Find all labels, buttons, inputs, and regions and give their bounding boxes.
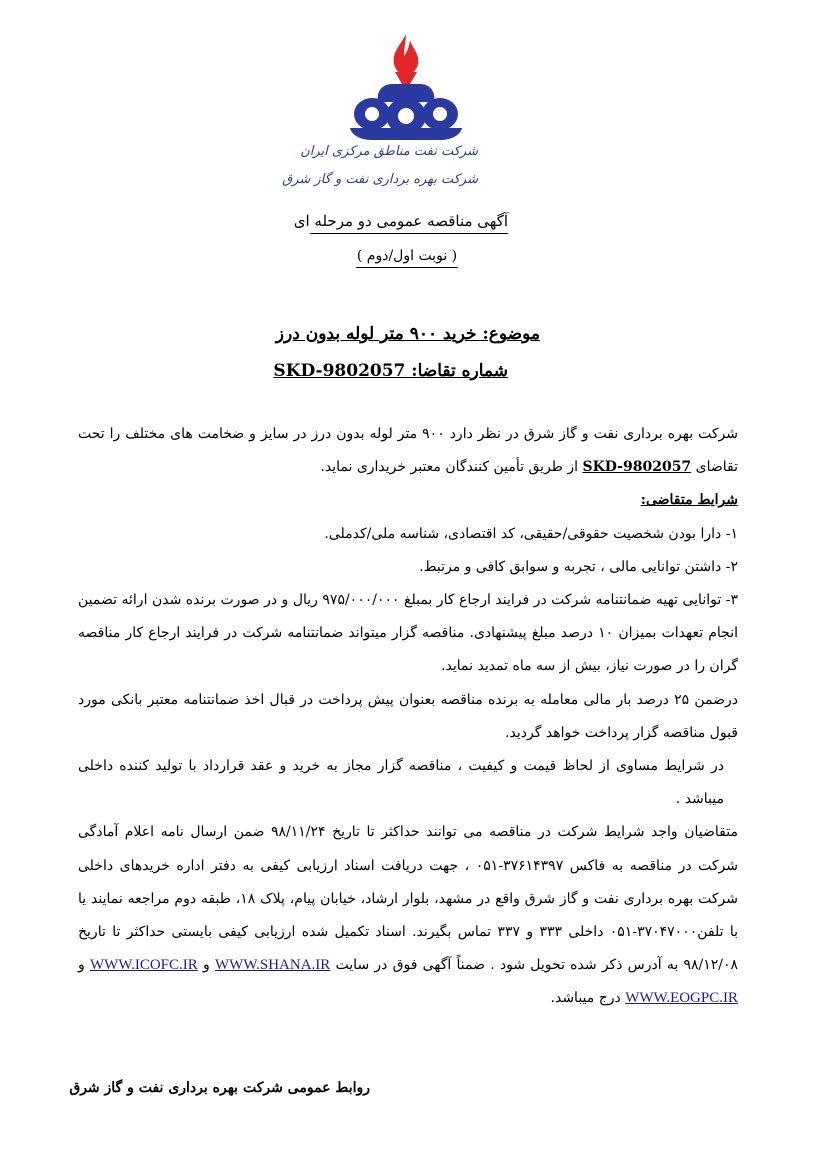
condition-item-2: ۲- داشتن توانایی مالی ، تجربه و سوابق کافی و مرتبط. xyxy=(419,558,738,575)
nioc-logo xyxy=(342,32,470,144)
request-reference: SKD-9802057 xyxy=(582,459,692,476)
shana-link[interactable]: WWW.SHANA.IR xyxy=(215,957,331,974)
request-number: شماره تقاضا: SKD-9802057 xyxy=(273,361,508,381)
public-relations-signature: روابط عمومی شرکت بهره برداری نفت و گاز شرق xyxy=(69,1080,370,1096)
notice-round: ( نوبت اول/دوم ) xyxy=(356,248,458,268)
icofc-link[interactable]: WWW.ICOFC.IR xyxy=(90,957,198,974)
notice-title: آگهی مناقصه عمومی دو مرحله ای xyxy=(310,212,508,234)
conditions-heading: شرایط متقاضی: xyxy=(640,492,738,509)
flame-icon xyxy=(394,34,419,76)
equal-terms-paragraph: در شرایط مساوی از لحاظ قیمت و کیفیت ، مناقصه گزار مجاز به خرید و عقد قرارداد با تولید کننده داخلی میباشد . xyxy=(78,758,724,808)
prepayment-paragraph: درضمن ۲۵ درصد بار مالی معامله به برنده مناقصه بعنوان پیش پرداخت در قبال اخذ ضمانتنامه معتبر بانکی مورد قبول مناقصه گزار پرداخت خواهد گردید. xyxy=(78,691,738,741)
company-name-central-iran: شرکت نفت مناطق مرکزی ایران xyxy=(300,144,478,159)
company-name-east-oil-gas: شرکت بهره برداری نفت و گاز شرق xyxy=(282,172,478,187)
condition-item-3: ۳- توانایی تهیه ضمانتنامه شرکت در فرایند ارجاع کار بمبلغ ۹۷۵/۰۰۰/۰۰۰ ریال و در صورت برنده شدن ارائه تضمین انجام تعهدات بمیزان ۱۰ درصد مبلغ پیشنهادی. مناقصه گزار میتواند ضمانتنامه شرکت در فرایند ارجاع کار مناقصه گران را در صورت نیاز، بیش از سه ماه تمدید نماید. xyxy=(78,592,739,675)
eogpc-link[interactable]: WWW.EOGPC.IR xyxy=(625,990,738,1007)
notice-body xyxy=(78,418,738,1016)
condition-item-1: ۱- دارا بودن شخصیت حقوقی/حقیقی، کد اقتصادی، شناسه ملی/کدملی. xyxy=(324,525,738,542)
instructions-paragraph: متقاضیان واجد شرایط شرکت در مناقصه می توانند حداکثر تا تاریخ ۹۸/۱۱/۲۴ ضمن ارسال نامه اعلام آمادگی شرکت در مناقصه به فاکس ۳۷۶۱۴۳۹۷-۰۵۱ ، جهت دریافت اسناد ارزیابی کیفی به دفتر اداره خریدهای داخلی شرکت بهره برداری نفت و گاز شرق واقع در مشهد، بلوار ارشاد، خیابان پیام، پلاک ۱۸، طبقه دوم مراجعه نمایند یا با تلفن۳۷۰۴۷۰۰۰-۰۵۱ داخلی ۳۳۳ و ۳۳۷ تماس بگیرند. اسناد تکمیل شده ارزیابی کیفی بایستی حداکثر تا تاریخ ۹۸/۱۲/۰۸ به آدرس ذکر شده تحویل شود . ضمناً آگهی فوق در سایت WWW.SHANA.IR و WWW.ICOFC.IR و WWW.EOGPC.IR درج میباشد. xyxy=(78,824,739,1007)
intro-paragraph: شرکت بهره برداری نفت و گاز شرق در نظر دارد ۹۰۰ متر لوله بدون درز در سایز و ضخامت های مختلف را تحت تقاضای SKD-9802057 از طریق تأمین کنندگان معتبر خریداری نماید. xyxy=(78,426,738,476)
notice-subject: موضوع: خرید ۹۰۰ متر لوله بدون درز xyxy=(275,324,540,344)
